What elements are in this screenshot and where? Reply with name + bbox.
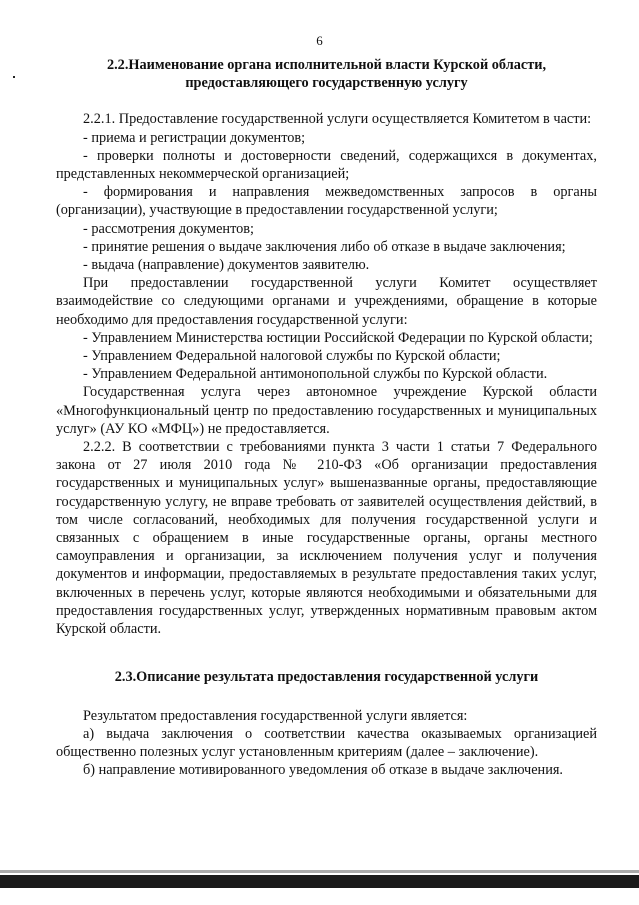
result-item-b: б) направление мотивированного уведомления об отказе в выдаче заключения. (83, 762, 564, 779)
scan-dot (13, 76, 15, 78)
document-body (56, 56, 597, 779)
list-item: - принятие решения о выдаче заключения либо об отказе в выдаче заключения; (83, 238, 566, 255)
paragraph-result: Результатом предоставления государственной услуги является: (83, 707, 468, 724)
heading-line-2: предоставляющего государственную услугу (185, 75, 468, 92)
list-item: - приема и регистрации документов; (83, 129, 306, 146)
paragraph-interaction: При предоставлении государственной услуги Комитет осуществляет взаимодействие со следующими органами и учреждениями, обращение в которые необходимо для предоставления государственной услуги: (56, 275, 597, 328)
list-item: - проверки полноты и достоверности сведений, содержащихся в документах, представленных некоммерческой организацией; (56, 147, 597, 183)
list-item: - выдача (направление) документов заявителю. (83, 257, 370, 274)
list-item: - рассмотрения документов; (83, 220, 254, 237)
org-item: - Управлением Федеральной антимонопольной службы по Курской области. (83, 366, 548, 383)
paragraph-mfc: Государственная услуга через автономное учреждение Курской области «Многофункциональный центр по предоставлению государственных и муниципальных услуг» (АУ КО «МФЦ») не предоставляется. (56, 384, 597, 437)
org-item: - Управлением Федеральной налоговой службы по Курской области; (83, 348, 501, 365)
paragraph-2-2-1: 2.2.1. Предоставление государственной услуги осуществляется Комитетом в части: (83, 111, 592, 128)
page-number: 6 (316, 33, 323, 48)
heading-line-1: 2.2.Наименование органа исполнительной власти Курской области, (106, 57, 547, 73)
result-item-a: а) выдача заключения о соответствии качества оказываемых организацией общественно полезных услуг установленным критериям (далее – заключение). (56, 725, 597, 760)
section-heading-2-3: 2.3.Описание результата предоставления государственной услуги (114, 669, 539, 686)
paragraph-2-2-2: 2.2.2. В соответствии с требованиями пункта 3 части 1 статьи 7 Федерального закона от 27 июля 2010 года № 210-ФЗ «Об организации предоставления государственных и муниципальных услуг» вышеназванные органы, предоставляющие государственную услугу, не вправе требовать от заявителей осуществления действий, в том числе согласований, необходимых для получения государственной услуги и связанных с обращением в иные государственные органы, органы местного самоуправления и организации, за исключением получения услуг и получения документов и информации, предоставляемых в результате предоставления таких услуг, включенных в перечень услуг, которые являются необходимыми и обязательными для предоставления государственных услуг, утвержденных нормативным правовым актом Курской области. (56, 439, 597, 638)
org-item: - Управлением Министерства юстиции Российской Федерации по Курской области; (83, 329, 593, 346)
section-heading-2-2 (56, 56, 597, 92)
list-item: - формирования и направления межведомственных запросов в органы (организации), участвующие в предоставлении государственной услуги; (56, 184, 597, 219)
scan-bottom-bar (0, 875, 639, 888)
